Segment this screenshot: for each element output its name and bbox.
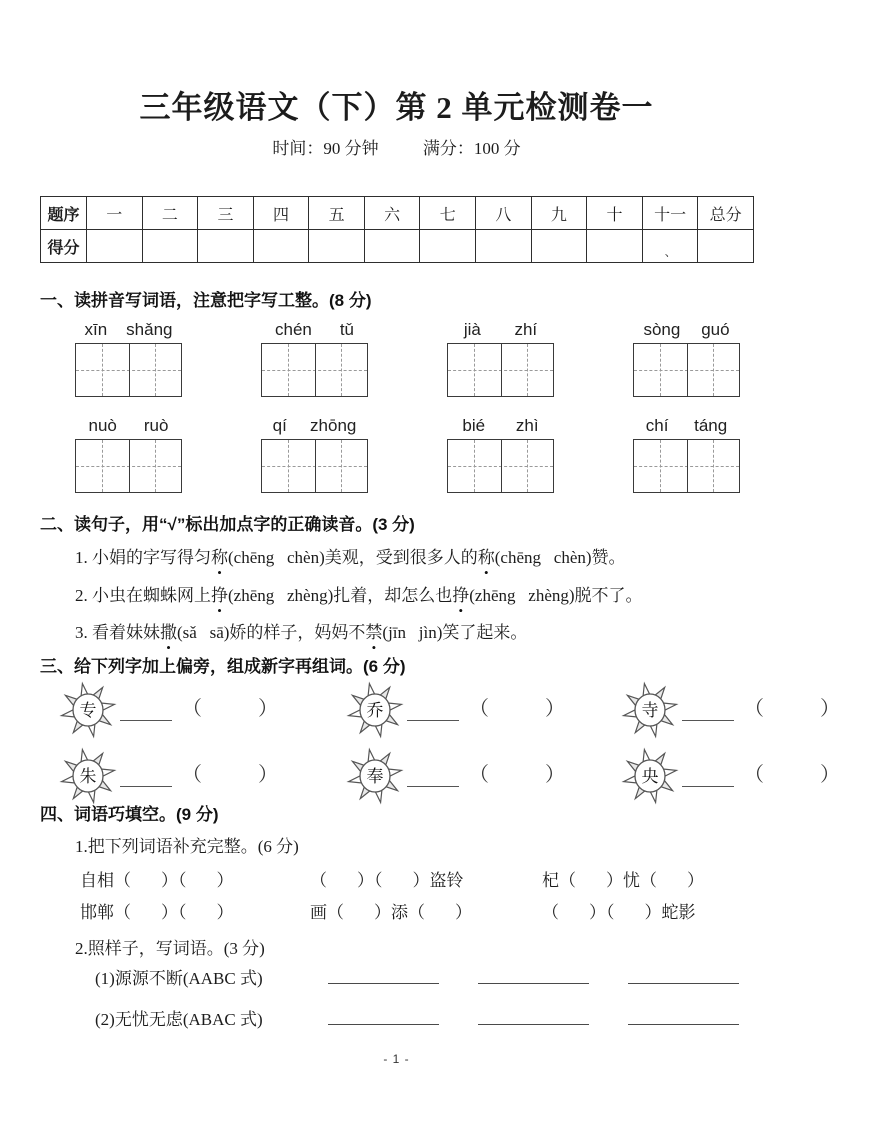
pinyin-syllable: qí — [272, 416, 287, 435]
radical-flower-item — [60, 680, 310, 742]
flower-shape-icon — [622, 746, 682, 808]
score-table-column-label: 十一 — [642, 197, 698, 230]
svg-text:寺: 寺 — [641, 701, 659, 720]
section4-sub1-heading: 1.把下列词语补充完整。(6 分) — [75, 837, 299, 856]
open-paren: （ — [178, 903, 187, 922]
idiom-text: 自相 — [80, 871, 114, 890]
radical-flower-item — [347, 746, 597, 808]
close-paren: ） — [545, 764, 565, 786]
writing-grid — [261, 439, 368, 493]
emphasis-dot-icon: • — [217, 565, 222, 580]
open-paren: （ — [469, 698, 489, 720]
flower-shape-icon — [60, 746, 120, 808]
answer-blank-line — [328, 964, 439, 984]
emphasized-character — [365, 618, 383, 655]
idiom-text: 蛇影 — [661, 903, 696, 922]
pinyin-syllable: nuò — [88, 416, 117, 435]
pinyin-syllable: chí — [645, 416, 669, 435]
section1-heading: 一、读拼音写词语，注意把字写工整。(8 分) — [40, 291, 372, 310]
score-table-corner-label: 题序 — [41, 197, 87, 230]
open-paren: （ — [178, 871, 187, 890]
open-paren: （ — [114, 903, 131, 922]
answer-blank-line — [120, 786, 172, 787]
example-word-label: (1)源源不断(AABC 式) — [95, 969, 263, 988]
answer-blank-line — [628, 1005, 739, 1025]
open-paren: （ — [559, 871, 576, 890]
emphasized-character — [477, 543, 495, 580]
sentence-text: 看着妹妹 — [92, 623, 160, 642]
open-paren: （ — [469, 764, 489, 786]
score-cell — [87, 230, 143, 263]
close-paren: ） — [258, 698, 278, 720]
close-paren: ） — [216, 871, 234, 890]
pinyin-word-group — [633, 412, 740, 493]
open-paren: （ — [744, 698, 764, 720]
pinyin-syllable: guó — [701, 320, 730, 339]
character-text: 挣 — [452, 586, 470, 605]
pinyin-word-group — [447, 412, 554, 493]
open-paren: （ — [640, 871, 657, 890]
flower-shape-icon — [622, 680, 682, 742]
section4-heading: 四、词语巧填空。(9 分) — [40, 805, 219, 824]
idiom-fill-item — [310, 898, 472, 923]
emphasized-character — [211, 543, 228, 580]
emphasis-dot-icon: • — [217, 603, 222, 618]
pinyin-syllable: sòng — [643, 320, 681, 339]
page-title: 三年级语文（下）第 2 单元检测卷一 — [139, 90, 654, 125]
flower-shape-icon — [60, 680, 120, 742]
svg-text:乔: 乔 — [366, 701, 384, 720]
score-cell — [642, 230, 698, 263]
score-cell — [698, 230, 754, 263]
sentence-text: (chēng chèn)美观，受到很多人的 — [228, 548, 478, 567]
close-paren: ） — [644, 903, 662, 922]
answer-blank-line — [682, 786, 734, 787]
close-paren: ） — [606, 871, 623, 890]
pinyin-syllable: shǎng — [126, 320, 173, 339]
score-cell — [142, 230, 198, 263]
emphasized-character — [452, 581, 470, 618]
pinyin-syllable: tǔ — [339, 320, 355, 339]
pinyin-syllable: ruò — [143, 416, 169, 435]
open-paren: （ — [374, 871, 383, 890]
svg-text:央: 央 — [641, 767, 659, 786]
score-table-score-row — [41, 230, 754, 263]
pinyin-label — [447, 316, 554, 340]
emphasized-character — [160, 618, 177, 655]
answer-blank-line — [407, 720, 459, 721]
section3-heading: 三、给下列字加上偏旁，组成新字再组词。(6 分) — [40, 657, 406, 676]
pinyin-word-group — [261, 412, 368, 493]
grid-divider — [501, 344, 502, 396]
pinyin-word-group — [75, 412, 182, 493]
score-table-column-label: 一 — [87, 197, 143, 230]
pinyin-label — [75, 412, 182, 436]
sentence — [75, 543, 626, 580]
close-paren: ） — [258, 764, 278, 786]
answer-blank-line — [628, 964, 739, 984]
score-table-column-label: 八 — [476, 197, 532, 230]
score-table-column-label: 三 — [198, 197, 254, 230]
writing-grid — [447, 343, 554, 397]
section4-sub2-heading: 2.照样子，写词语。(3 分) — [75, 939, 265, 958]
pinyin-word-group — [447, 316, 554, 397]
grid-divider — [687, 344, 688, 396]
sentence — [75, 618, 528, 655]
close-paren: ） — [374, 903, 391, 922]
pinyin-label — [633, 412, 740, 436]
open-paren: （ — [744, 764, 764, 786]
answer-blank-line — [120, 720, 172, 721]
pinyin-label — [447, 412, 554, 436]
writing-grid — [261, 343, 368, 397]
exam-time: 时间：90 分钟 — [272, 139, 379, 158]
score-cell — [476, 230, 532, 263]
idiom-text: 盗铃 — [429, 871, 464, 890]
score-cell — [309, 230, 365, 263]
character-text: 称 — [211, 548, 228, 567]
close-paren: ） — [545, 698, 565, 720]
writing-grid — [75, 439, 182, 493]
score-cell — [420, 230, 476, 263]
pinyin-syllable: táng — [694, 416, 728, 435]
score-table — [40, 196, 754, 263]
writing-grid — [75, 343, 182, 397]
pinyin-syllable: jià — [463, 320, 481, 339]
svg-text:专: 专 — [79, 701, 97, 720]
close-paren: ） — [412, 871, 430, 890]
grid-divider — [315, 344, 316, 396]
sentence-number: 1. — [75, 548, 92, 567]
pinyin-label — [261, 412, 368, 436]
score-table-column-label: 四 — [253, 197, 309, 230]
open-paren: （ — [114, 871, 131, 890]
idiom-text: 杞 — [542, 871, 559, 890]
sentence-text: 小虫在蜘蛛网上 — [92, 586, 211, 605]
character-text: 禁 — [365, 623, 383, 642]
sentence-text: (zhēng zhèng)脱不了。 — [469, 586, 643, 605]
stray-mark: 、 — [664, 245, 677, 259]
radical-flower-item — [622, 746, 872, 808]
close-paren: ） — [589, 903, 606, 922]
sentence-text: 小娟的字写得匀 — [92, 548, 211, 567]
sentence — [75, 581, 643, 618]
open-paren: （ — [182, 698, 202, 720]
idiom-text: 邯郸 — [80, 903, 114, 922]
idiom-text: 忧 — [623, 871, 640, 890]
close-paren: ） — [820, 698, 840, 720]
pinyin-syllable: zhí — [514, 320, 538, 339]
pinyin-syllable: bié — [462, 416, 486, 435]
open-paren: （ — [182, 764, 202, 786]
svg-text:奉: 奉 — [366, 767, 384, 786]
writing-grid — [447, 439, 554, 493]
pinyin-label — [261, 316, 368, 340]
emphasis-dot-icon: • — [483, 565, 489, 580]
example-word-label: (2)无忧无虑(ABAC 式) — [95, 1010, 263, 1029]
writing-grid — [633, 439, 740, 493]
open-paren: （ — [310, 871, 327, 890]
score-cell — [198, 230, 254, 263]
pinyin-syllable: zhì — [515, 416, 539, 435]
emphasis-dot-icon: • — [166, 640, 171, 655]
idiom-fill-item — [80, 898, 234, 923]
radical-flower-item — [622, 680, 872, 742]
sentence-text: (jīn jìn)笑了起来。 — [382, 623, 528, 642]
svg-text:朱: 朱 — [79, 767, 97, 786]
emphasis-dot-icon: • — [371, 640, 377, 655]
open-paren: （ — [606, 903, 615, 922]
close-paren: ） — [161, 871, 178, 890]
exam-meta — [0, 134, 793, 159]
sentence-text: (chēng chèn)赞。 — [494, 548, 626, 567]
score-table-column-label: 十 — [587, 197, 643, 230]
score-table-column-label: 五 — [309, 197, 365, 230]
close-paren: ） — [687, 871, 704, 890]
character-text: 称 — [477, 548, 495, 567]
pinyin-syllable: chén — [274, 320, 312, 339]
score-table-column-label: 二 — [142, 197, 198, 230]
idiom-fill-item — [80, 866, 234, 891]
grid-divider — [501, 440, 502, 492]
section2-heading: 二、读句子，用“√”标出加点字的正确读音。(3 分) — [40, 515, 415, 534]
score-table-column-label: 九 — [531, 197, 587, 230]
idiom-fill-item — [542, 866, 704, 891]
grid-divider — [315, 440, 316, 492]
pinyin-label — [75, 316, 182, 340]
grid-divider — [129, 440, 130, 492]
pinyin-word-group — [261, 316, 368, 397]
score-table-column-label: 七 — [420, 197, 476, 230]
idiom-fill-item — [542, 898, 696, 923]
grid-divider — [129, 344, 130, 396]
idiom-text: 画 — [310, 903, 327, 922]
pinyin-syllable: zhōng — [310, 416, 357, 435]
sentence-number: 3. — [75, 623, 92, 642]
close-paren: ） — [216, 903, 234, 922]
score-cell — [364, 230, 420, 263]
radical-flower-item — [60, 746, 310, 808]
answer-blank-line — [682, 720, 734, 721]
open-paren: （ — [327, 903, 344, 922]
sentence-text: (sǎ sā)娇的样子，妈妈不 — [177, 623, 366, 642]
answer-blank-line — [328, 1005, 439, 1025]
radical-flower-item — [347, 680, 597, 742]
pinyin-word-group — [75, 316, 182, 397]
pinyin-label — [633, 316, 740, 340]
score-table-column-label: 六 — [364, 197, 420, 230]
idiom-fill-item — [310, 866, 464, 891]
example-word-item — [0, 1005, 793, 1035]
emphasis-dot-icon: • — [458, 603, 464, 618]
example-word-item — [0, 964, 793, 994]
score-table-header-row — [41, 197, 754, 230]
grid-divider — [687, 440, 688, 492]
character-text: 挣 — [211, 586, 228, 605]
close-paren: ） — [161, 903, 178, 922]
character-text: 撒 — [160, 623, 177, 642]
pinyin-syllable: xīn — [84, 320, 108, 339]
answer-blank-line — [407, 786, 459, 787]
answer-blank-line — [478, 964, 589, 984]
score-cell — [531, 230, 587, 263]
open-paren: （ — [542, 903, 559, 922]
sentence-number: 2. — [75, 586, 92, 605]
close-paren: ） — [357, 871, 374, 890]
score-cell — [253, 230, 309, 263]
score-table-column-label: 总分 — [698, 197, 754, 230]
answer-blank-line — [478, 1005, 589, 1025]
writing-grid — [633, 343, 740, 397]
pinyin-word-group — [633, 316, 740, 397]
close-paren: ） — [455, 903, 472, 922]
close-paren: ） — [820, 764, 840, 786]
sentence-text: (zhēng zhèng)扎着，却怎么也 — [228, 586, 453, 605]
flower-shape-icon — [347, 746, 407, 808]
score-cell — [587, 230, 643, 263]
open-paren: （ — [408, 903, 425, 922]
emphasized-character — [211, 581, 228, 618]
exam-full-score: 满分：100 分 — [422, 139, 521, 158]
score-row-label: 得分 — [41, 230, 87, 263]
idiom-text: 添 — [391, 903, 408, 922]
page-number: - 1 - — [383, 1052, 410, 1066]
flower-shape-icon — [347, 680, 407, 742]
